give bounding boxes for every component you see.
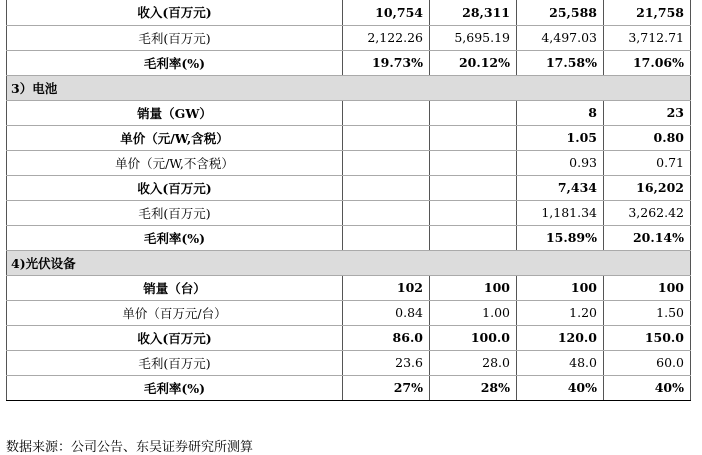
value-cell xyxy=(343,225,430,250)
source-note: 数据来源：公司公告、东吴证券研究所测算 xyxy=(6,440,254,455)
value-cell xyxy=(430,225,517,250)
row-label: 单价（元/W,含税） xyxy=(7,125,343,150)
value-cell: 40% xyxy=(604,375,691,400)
value-cell: 1.50 xyxy=(604,300,691,325)
table-row xyxy=(7,100,691,125)
value-cell: 23 xyxy=(604,100,691,125)
value-cell: 0.80 xyxy=(604,125,691,150)
row-label: 销量（GW） xyxy=(7,100,343,125)
table-row xyxy=(7,175,691,200)
value-cell xyxy=(343,200,430,225)
value-cell: 8 xyxy=(517,100,604,125)
row-label: 单价（元/W,不含税） xyxy=(7,150,343,175)
value-cell xyxy=(430,150,517,175)
table-row xyxy=(7,375,691,400)
table-row xyxy=(7,25,691,50)
table-row xyxy=(7,300,691,325)
row-label: 毛利(百万元) xyxy=(7,200,343,225)
value-cell: 100 xyxy=(430,275,517,300)
table-row xyxy=(7,350,691,375)
section-row xyxy=(7,250,691,275)
row-label: 收入(百万元) xyxy=(7,175,343,200)
table-row xyxy=(7,275,691,300)
value-cell: 2,122.26 xyxy=(343,25,430,50)
value-cell: 5,695.19 xyxy=(430,25,517,50)
value-cell: 100 xyxy=(604,275,691,300)
value-cell: 60.0 xyxy=(604,350,691,375)
table-row xyxy=(7,125,691,150)
value-cell: 16,202 xyxy=(604,175,691,200)
value-cell: 120.0 xyxy=(517,325,604,350)
row-label: 毛利(百万元) xyxy=(7,25,343,50)
row-label: 毛利(百万元) xyxy=(7,350,343,375)
value-cell: 86.0 xyxy=(343,325,430,350)
row-label: 单价（百万元/台） xyxy=(7,300,343,325)
value-cell: 100.0 xyxy=(430,325,517,350)
section-row xyxy=(7,75,691,100)
value-cell: 27% xyxy=(343,375,430,400)
table-row xyxy=(7,50,691,75)
value-cell xyxy=(343,175,430,200)
value-cell xyxy=(430,125,517,150)
value-cell: 28.0 xyxy=(430,350,517,375)
value-cell: 19.73% xyxy=(343,50,430,75)
table-row xyxy=(7,225,691,250)
value-cell: 20.14% xyxy=(604,225,691,250)
row-label: 毛利率(%) xyxy=(7,375,343,400)
section-title: 4)光伏设备 xyxy=(7,250,691,275)
value-cell xyxy=(343,100,430,125)
row-label: 毛利率(%) xyxy=(7,225,343,250)
value-cell: 1.05 xyxy=(517,125,604,150)
value-cell: 21,758 xyxy=(604,0,691,25)
value-cell xyxy=(343,125,430,150)
value-cell: 17.58% xyxy=(517,50,604,75)
value-cell: 4,497.03 xyxy=(517,25,604,50)
table-row xyxy=(7,150,691,175)
value-cell xyxy=(430,200,517,225)
value-cell xyxy=(430,175,517,200)
value-cell: 102 xyxy=(343,275,430,300)
value-cell: 1.00 xyxy=(430,300,517,325)
value-cell: 1.20 xyxy=(517,300,604,325)
value-cell: 28,311 xyxy=(430,0,517,25)
value-cell: 17.06% xyxy=(604,50,691,75)
value-cell: 15.89% xyxy=(517,225,604,250)
table-row xyxy=(7,0,691,25)
row-label: 收入(百万元) xyxy=(7,0,343,25)
value-cell: 10,754 xyxy=(343,0,430,25)
value-cell: 48.0 xyxy=(517,350,604,375)
value-cell: 0.93 xyxy=(517,150,604,175)
value-cell: 1,181.34 xyxy=(517,200,604,225)
value-cell xyxy=(430,100,517,125)
value-cell: 0.71 xyxy=(604,150,691,175)
value-cell: 20.12% xyxy=(430,50,517,75)
row-label: 毛利率(%) xyxy=(7,50,343,75)
value-cell: 100 xyxy=(517,275,604,300)
row-label: 收入(百万元) xyxy=(7,325,343,350)
forecast-table-container xyxy=(6,0,690,401)
value-cell: 3,712.71 xyxy=(604,25,691,50)
value-cell: 0.84 xyxy=(343,300,430,325)
value-cell: 40% xyxy=(517,375,604,400)
section-title: 3）电池 xyxy=(7,75,691,100)
value-cell: 25,588 xyxy=(517,0,604,25)
value-cell: 28% xyxy=(430,375,517,400)
value-cell: 7,434 xyxy=(517,175,604,200)
value-cell: 150.0 xyxy=(604,325,691,350)
table-row xyxy=(7,200,691,225)
forecast-table xyxy=(6,0,691,401)
table-row xyxy=(7,325,691,350)
value-cell: 23.6 xyxy=(343,350,430,375)
value-cell xyxy=(343,150,430,175)
table-body xyxy=(7,0,691,400)
value-cell: 3,262.42 xyxy=(604,200,691,225)
row-label: 销量（台） xyxy=(7,275,343,300)
